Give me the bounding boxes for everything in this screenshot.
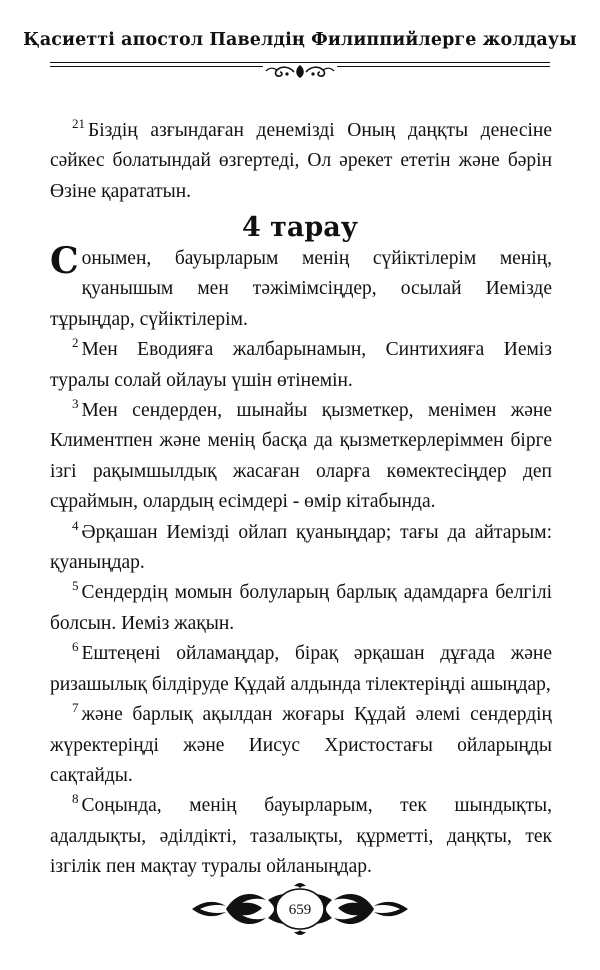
chapter-title: 4 тарау <box>241 212 359 243</box>
verse-number: 21 <box>72 116 85 131</box>
verse-4 <box>50 518 552 579</box>
verse-number: 6 <box>72 639 79 655</box>
verse-21 <box>50 116 552 207</box>
verse-number: 3 <box>72 396 79 412</box>
verse-8 <box>50 791 552 882</box>
page-number: 659 <box>288 902 312 918</box>
verse-6 <box>50 639 552 700</box>
verse-text: Сендердің момын болуларың барлық адамдарға белгілі болсын. Иеміз жақын. <box>50 582 552 634</box>
verse-number: 4 <box>72 517 79 533</box>
verse-text: Ештеңені ойламаңдар, бірақ әрқашан дұғада және ризашылық білдіруде Құдай алдында тілектеріңді ашыңдар, <box>50 643 552 695</box>
verse-block-end-chapter-3 <box>50 116 552 207</box>
verse-number: 7 <box>72 700 79 716</box>
verse-number: 2 <box>72 335 79 351</box>
verse-text: Соңында, менің бауырларым, тек шындықты, адалдықты, әділдікті, тазалықты, құрметті, даңқты, тек ізгілік пен мақтау туралы ойланыңдар. <box>50 795 552 878</box>
header-ornament-icon <box>263 60 337 84</box>
verse-5 <box>50 578 552 639</box>
verse-7 <box>50 700 552 791</box>
verse-text: онымен, бауырларым менің сүйіктілерім менің, қуанышым мен тәжімімсіңдер, осылай Иемізде тұрыңдар, сүйіктілерім. <box>50 248 552 330</box>
verse-block-chapter-4 <box>50 240 552 883</box>
verse-3 <box>50 396 552 518</box>
drop-cap: С <box>50 240 79 282</box>
verse-text: Мен сендерден, шынайы қызметкер, менімен және Климентпен және менің басқа да қызметкерлеріммен бірге ізгі рақымшылдық жасаған оларға көмектесіңдер деп сұраймын, олардың есімдері - өмір кітабында. <box>50 400 552 513</box>
verse-number: 5 <box>72 578 79 594</box>
verse-number: 8 <box>72 791 79 807</box>
verse-2 <box>50 335 552 396</box>
verse-1 <box>50 240 552 335</box>
verse-text: және барлық ақылдан жоғары Құдай әлемі сендердің жүректеріңді және Иисус Христостағы ойларыңды сақтайды. <box>50 704 552 786</box>
verse-text: Біздің азғындаған денемізді Оның даңқты денесіне сәйкес болатындай өзгертеді, Ол әрекет ететін және бәрін Өзіне қарататын. <box>50 120 552 202</box>
verse-text: Мен Еводияға жалбарынамын, Синтихияға Иеміз туралы солай ойлауы үшін өтінемін. <box>50 339 552 391</box>
verse-text: Әрқашан Иемізді ойлап қуаныңдар; тағы да айтарым: қуаныңдар. <box>50 521 552 574</box>
running-title: Қасиетті апостол Павелдің Филиппийлерге жолдауы <box>23 30 577 50</box>
